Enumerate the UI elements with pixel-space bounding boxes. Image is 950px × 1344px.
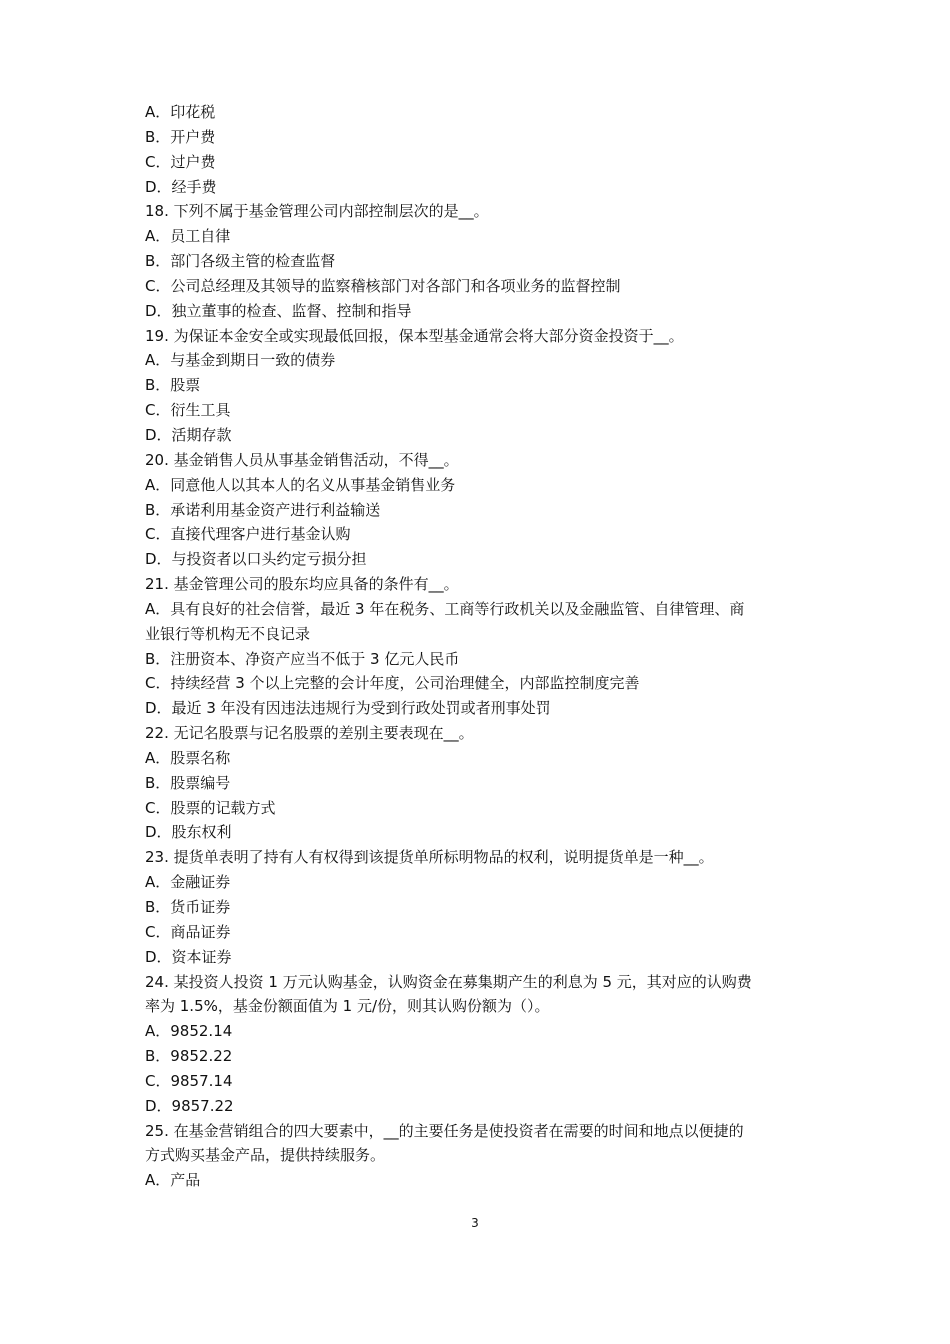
document-line: B．开户费 <box>145 127 216 146</box>
document-line: A．9852.14 <box>145 1022 233 1041</box>
document-line: B．货币证券 <box>145 898 231 916</box>
document-line: 21. 基金管理公司的股东均应具备的条件有__。 <box>145 575 459 594</box>
document-line: B．注册资本、净资产应当不低于 3 亿元人民币 <box>145 649 460 668</box>
document-line: A．与基金到期日一致的债券 <box>145 351 336 370</box>
document-line: 18. 下列不属于基金管理公司内部控制层次的是__。 <box>145 202 489 221</box>
document-line: D．资本证券 <box>145 947 232 966</box>
document-line: C．衍生工具 <box>145 401 231 420</box>
document-line: 20. 基金销售人员从事基金销售活动，不得__。 <box>145 450 459 469</box>
document-line: C．持续经营 3 个以上完整的会计年度，公司治理健全，内部监控制度完善 <box>145 674 640 693</box>
document-line: 业银行等机构无不良记录 <box>145 624 311 643</box>
document-line: D．与投资者以口头约定亏损分担 <box>145 550 367 569</box>
document-line: B．股票 <box>145 376 201 395</box>
document-line: C．直接代理客户进行基金认购 <box>145 525 351 544</box>
document-line: 25. 在基金营销组合的四大要素中，__的主要任务是使投资者在需要的时间和地点以便捷的 <box>145 1121 744 1140</box>
document-line: B．承诺利用基金资产进行利益输送 <box>145 500 381 519</box>
document-line: C．公司总经理及其领导的监察稽核部门对各部门和各项业务的监督控制 <box>145 276 621 295</box>
document-line: A．员工自律 <box>145 227 231 246</box>
document-line: A．股票名称 <box>145 748 231 767</box>
document-line: 19. 为保证本金安全或实现最低回报，保本型基金通常会将大部分资金投资于__。 <box>145 326 684 345</box>
document-line: 22. 无记名股票与记名股票的差别主要表现在__。 <box>145 724 474 743</box>
document-line: A．具有良好的社会信誉，最近 3 年在税务、工商等行政机关以及金融监管、自律管理、商 <box>145 599 745 618</box>
document-line: D．活期存款 <box>145 425 232 444</box>
document-line: D．经手费 <box>145 177 217 196</box>
document-line: C．股票的记载方式 <box>145 798 276 817</box>
document-line: D．最近 3 年没有因违法违规行为受到行政处罚或者刑事处罚 <box>145 699 551 718</box>
page-number: 3 <box>471 1216 479 1230</box>
document-line: 24. 某投资人投资 1 万元认购基金，认购资金在募集期产生的利息为 5 元，其对应的认购费 <box>145 972 752 991</box>
document-line: A．产品 <box>145 1171 201 1190</box>
document-line: C．9857.14 <box>145 1071 233 1090</box>
document-line: 23. 提货单表明了持有人有权得到该提货单所标明物品的权利，说明提货单是一种__。 <box>145 848 714 867</box>
document-line: A．金融证券 <box>145 873 231 892</box>
document-line: 方式购买基金产品，提供持续服务。 <box>145 1146 386 1165</box>
document-line: B．股票编号 <box>145 773 231 792</box>
document-line: B．部门各级主管的检查监督 <box>145 252 336 271</box>
document-line: D．9857.22 <box>145 1096 234 1115</box>
document-line: B．9852.22 <box>145 1047 233 1066</box>
document-line: A．同意他人以其本人的名义从事基金销售业务 <box>145 475 456 494</box>
document-line: 率为 1.5%，基金份额面值为 1 元/份，则其认购份额为（）。 <box>145 997 550 1016</box>
document-page-body <box>145 100 815 1193</box>
document-line: C．过户费 <box>145 152 216 171</box>
document-line: D．股东权利 <box>145 823 232 842</box>
document-line: A．印花税 <box>145 103 216 121</box>
document-line: D．独立董事的检查、监督、控制和指导 <box>145 301 412 320</box>
document-line: C．商品证券 <box>145 922 231 941</box>
